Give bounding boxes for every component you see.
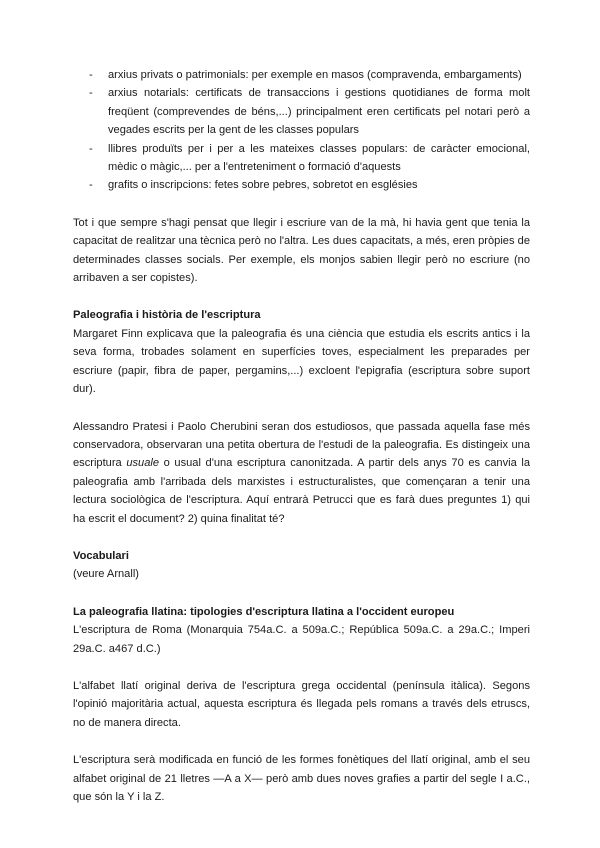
list-item-text: arxius notarials: certificats de transaccions i gestions quotidianes de forma molt freqüent (comprevendes de béns,...) principalment eren certificats pel notari però a vegades escrits per la gent de les classes populars	[108, 87, 530, 137]
pratesi-paragraph	[73, 418, 530, 528]
pratesi-text-end: o usual d'una escriptura canonitzada. A partir dels anys 70 es canvia la paleografia amb l'arribada dels marxistes i estructuralistes, que començaran a tenir una lectura sociològica de l'escriptura. Aquí entrarà Petrucci que es farà dues preguntes 1) qui ha escrit el document? 2) quina finalitat té?	[73, 457, 531, 525]
bullet-dash: -	[89, 142, 93, 155]
roma-paragraph: L'escriptura de Roma (Monarquia 754a.C. a 509a.C.; República 509a.C. a 29a.C.; Imperi 29a.C. a467 d.C.)	[73, 624, 530, 655]
finn-paragraph: Margaret Finn explicava que la paleografia és una ciència que estudia els escrits antics i la seva forma, trobades solament en superfícies toves, especialment les preparades per escriure (papir, fibra de paper, pergamins,...) excloent l'epigrafia (escriptura sobre suport dur).	[73, 327, 530, 396]
list-item-text: grafits o inscripcions: fetes sobre pebres, sobretot en esglésies	[108, 179, 418, 192]
section-heading-paleografia-llatina: La paleografia llatina: tipologies d'escriptura llatina a l'occident europeu	[73, 605, 455, 618]
pratesi-text-start: Alessandro Pratesi i Paolo Cherubini seran dos estudiosos, que passada aquella fase més conservadora, observaran una petita obertura de l'estudi de la paleografia. Es distingeix una escriptura	[73, 420, 530, 470]
source-type-list	[73, 66, 530, 195]
usuale-term: usuale	[126, 457, 160, 470]
section-heading-paleografia: Paleografia i història de l'escriptura	[73, 309, 261, 322]
list-item	[73, 84, 530, 139]
bullet-dash: -	[89, 179, 93, 192]
list-item-text: llibres produïts per i per a les mateixes classes populars: de caràcter emocional, mèdic o màgic,... per a l'entreteniment o formació d'aquests	[108, 142, 530, 174]
section-heading-vocabulari: Vocabulari	[73, 549, 129, 562]
bullet-dash: -	[89, 87, 93, 100]
list-item	[73, 140, 530, 177]
list-item-text: arxius privats o patrimonials: per exemple en masos (compravenda, embargaments)	[108, 69, 522, 81]
modificada-paragraph: L'escriptura serà modificada en funció de les formes fonètiques del llatí original, amb el seu alfabet original de 21 lletres —A a X— però amb dues noves grafies a partir del segle I a.C., que són la Y i la Z.	[73, 754, 530, 803]
bullet-dash: -	[89, 69, 93, 81]
vocabulari-note: (veure Arnall)	[73, 568, 139, 581]
intro-paragraph: Tot i que sempre s'hagi pensat que llegir i escriure van de la mà, hi havia gent que tenia la capacitat de realitzar una tècnica però no l'altra. Les dues capacitats, a més, eren pròpies de determinades classes socials. Per exemple, els monjos sabien llegir però no escriure (no arribaven a ser copistes).	[73, 216, 530, 285]
alfabet-paragraph: L'alfabet llatí original deriva de l'escriptura grega occidental (península itàlica). Segons l'opinió majoritària actual, aquesta escriptura és llegada pels romans a través dels etruscs, no de manera directa.	[73, 679, 530, 729]
list-item	[73, 66, 530, 84]
list-item	[73, 176, 530, 194]
